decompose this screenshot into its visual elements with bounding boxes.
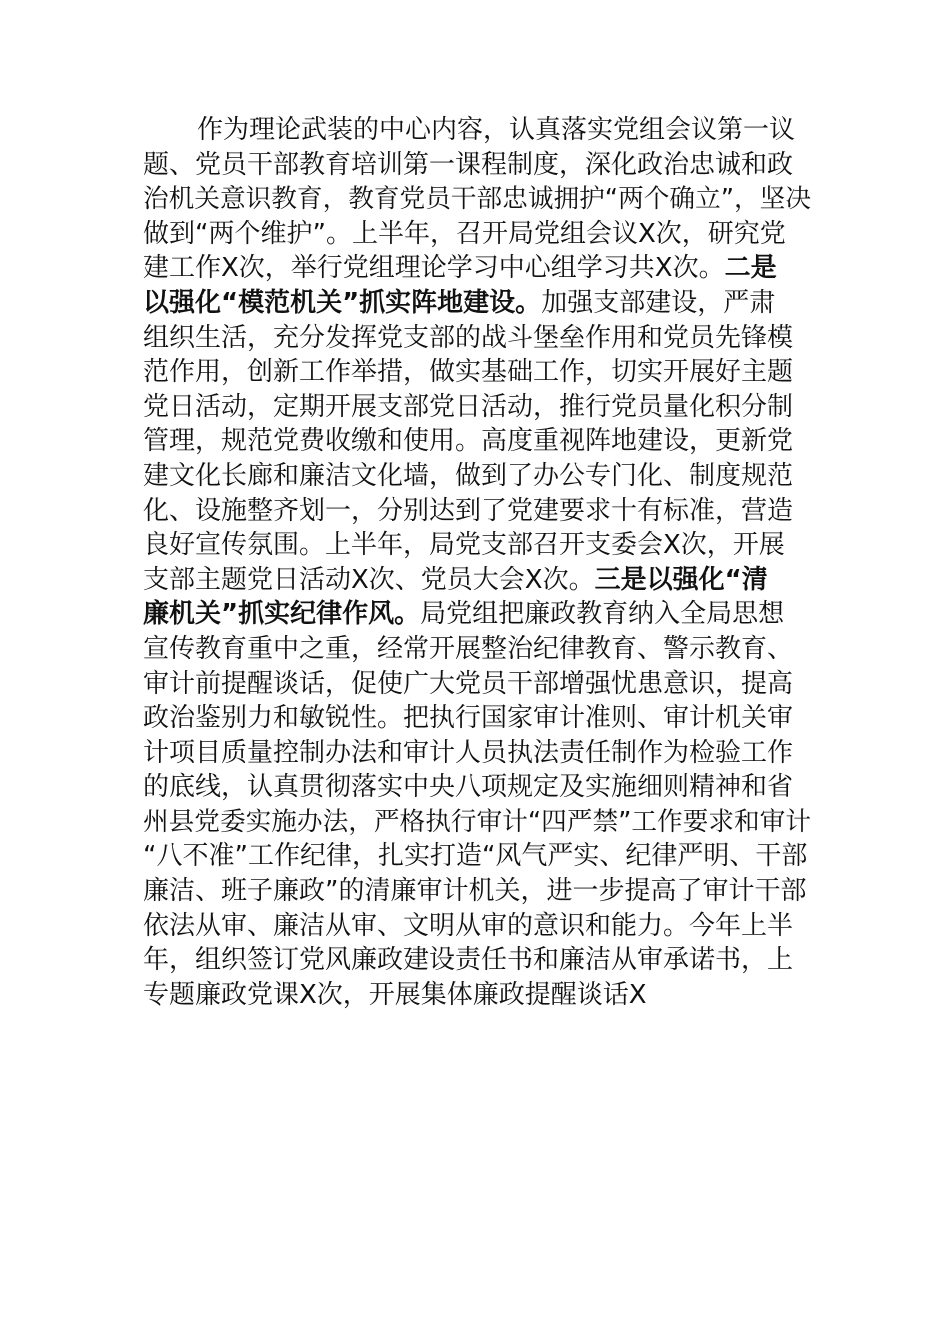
bold-heading-run: 以强化“模范机关”抓实阵地建设。: [143, 287, 542, 318]
text-run: 的底线，认真贯彻落实中央八项规定及实施细则精神和省: [143, 772, 794, 803]
text-line: [143, 217, 811, 252]
text-line: [143, 113, 811, 148]
text-line: [143, 943, 811, 978]
text-line: [143, 494, 811, 529]
text-line: [143, 839, 811, 874]
text-line: [143, 874, 811, 909]
text-line: [143, 459, 811, 494]
text-line: [143, 528, 811, 563]
text-line: [143, 736, 811, 771]
text-run: 建文化长廊和廉洁文化墙，做到了办公专门化、制度规范: [143, 460, 794, 491]
bold-heading-run: 三是以强化“清: [594, 564, 768, 595]
body-paragraph: [143, 113, 811, 1012]
text-run: 政治鉴别力和敏锐性。把执行国家审计准则、审计机关审: [143, 703, 794, 734]
text-run: 作为理论武装的中心内容，认真落实党组会议第一议: [197, 115, 796, 145]
text-run: 管理，规范党费收缴和使用。高度重视阵地建设，更新党: [143, 426, 794, 457]
text-line: [143, 597, 811, 632]
text-run: 范作用，创新工作举措，做实基础工作，切实开展好主题: [143, 357, 794, 388]
text-run: 化、设施整齐划一，分别达到了党建要求十有标准，营造: [143, 495, 794, 526]
text-line: [143, 148, 811, 183]
text-line: [143, 701, 811, 736]
text-run: 年，组织签订党风廉政建设责任书和廉洁从审承诺书，上: [143, 945, 794, 976]
text-run: 计项目质量控制办法和审计人员执法责任制作为检验工作: [143, 737, 794, 768]
text-run: 良好宣传氛围。上半年，局党支部召开支委会X次，开展: [143, 530, 785, 561]
text-line: [143, 182, 811, 217]
text-line: [143, 251, 811, 286]
text-run: 加强支部建设，严肃: [541, 287, 776, 318]
text-run: 专题廉政党课X次，开展集体廉政提醒谈话X: [143, 979, 647, 1010]
text-line: [143, 632, 811, 667]
text-run: 建工作X次，举行党组理论学习中心组学习共X次。: [143, 253, 725, 284]
text-run: 支部主题党日活动X次、党员大会X次。: [143, 564, 595, 595]
text-line: [143, 321, 811, 356]
text-run: 治机关意识教育，教育党员干部忠诚拥护“两个确立”，坚决: [143, 184, 811, 215]
text-run: 题、党员干部教育培训第一课程制度，深化政治忠诚和政: [143, 149, 794, 180]
text-line: [143, 770, 811, 805]
text-run: 州县党委实施办法，严格执行审计“四严禁”工作要求和审计: [143, 806, 811, 837]
text-line: [143, 424, 811, 459]
text-line: [143, 805, 811, 840]
text-run: 党日活动，定期开展支部党日活动，推行党员量化积分制: [143, 391, 794, 422]
text-line: [143, 390, 811, 425]
bold-heading-run: 廉机关”抓实纪律作风。: [143, 599, 421, 630]
text-line: [143, 978, 811, 1013]
bold-heading-run: 二是: [724, 253, 777, 284]
text-run: “八不准”工作纪律，扎实打造“风气严实、纪律严明、干部: [143, 841, 808, 872]
text-run: 组织生活，充分发挥党支部的战斗堡垒作用和党员先锋模: [143, 322, 794, 353]
text-line: [143, 667, 811, 702]
text-run: 做到“两个维护”。上半年，召开局党组会议X次，研究党: [143, 218, 786, 249]
text-run: 局党组把廉政教育纳入全局思想: [420, 599, 785, 630]
text-line: [143, 563, 811, 598]
text-line: [143, 909, 811, 944]
text-run: 依法从审、廉洁从审、文明从审的意识和能力。今年上半: [143, 910, 794, 941]
text-line: [143, 355, 811, 390]
text-line: [143, 286, 811, 321]
text-run: 廉洁、班子廉政”的清廉审计机关，进一步提高了审计干部: [143, 876, 807, 907]
text-run: 宣传教育重中之重，经常开展整治纪律教育、警示教育、: [143, 633, 794, 664]
text-run: 审计前提醒谈话，促使广大党员干部增强忧患意识，提高: [143, 668, 794, 699]
